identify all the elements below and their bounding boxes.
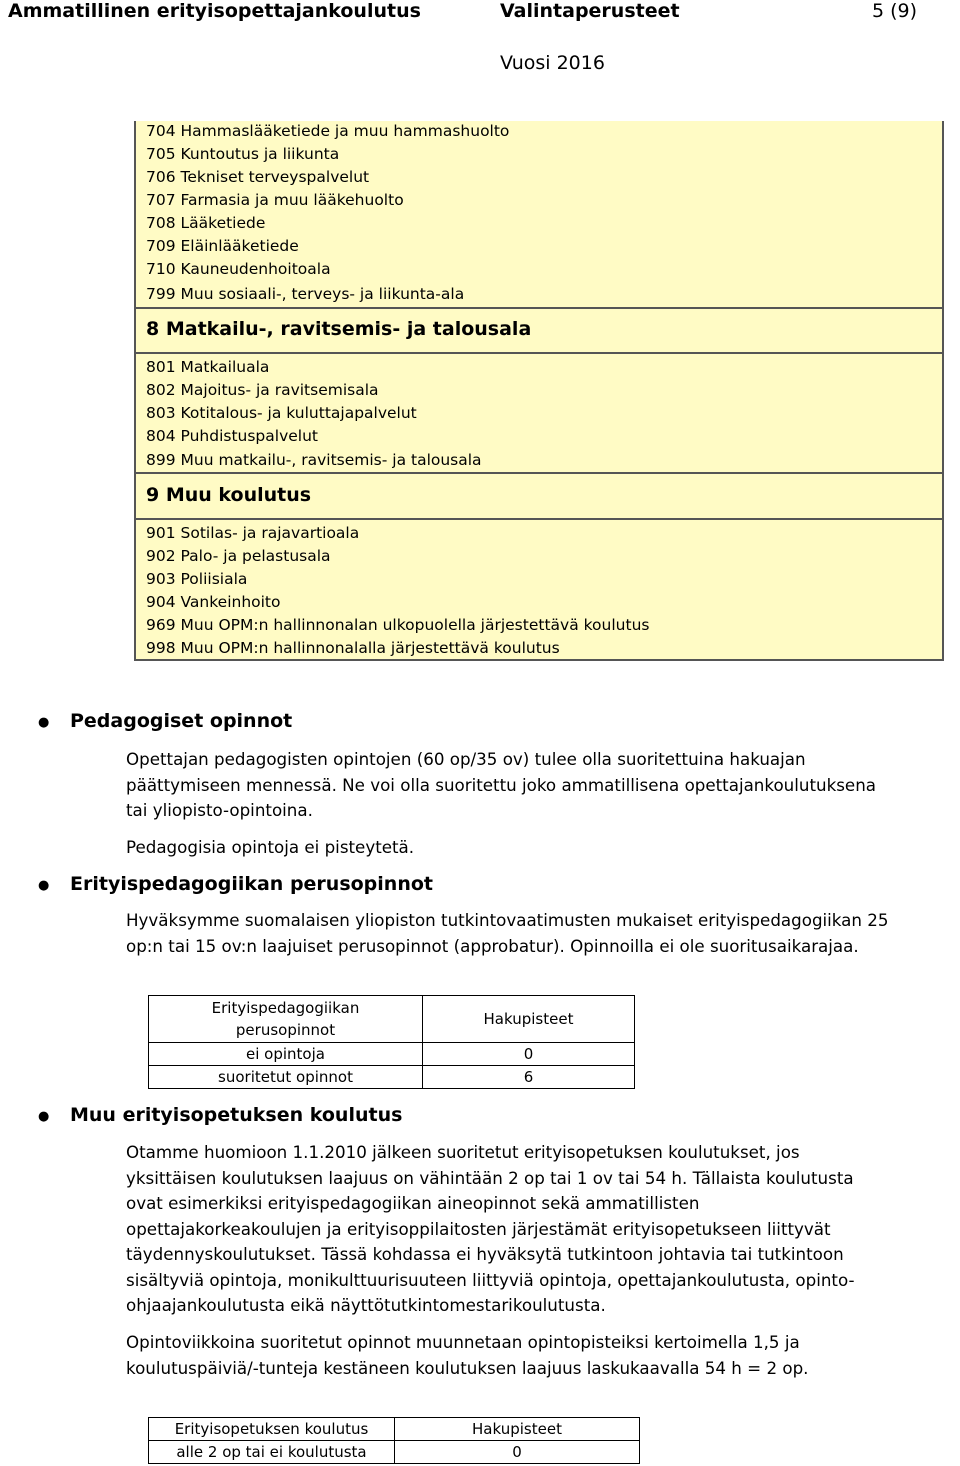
- education-field-list: [134, 121, 944, 661]
- points-table: [148, 995, 635, 1089]
- list-item: 904 Vankeinhoito: [146, 593, 281, 611]
- page-number: 5 (9): [872, 0, 918, 22]
- list-item: 710 Kauneudenhoitoala: [146, 260, 331, 278]
- list-item: 705 Kuntoutus ja liikunta: [146, 145, 340, 163]
- list-item: 704 Hammaslääketiede ja muu hammashuolto: [146, 122, 510, 140]
- list-item: 802 Majoitus- ja ravitsemisala: [146, 381, 379, 399]
- list-item: 969 Muu OPM:n hallinnonalan ulkopuolella järjestettävä koulutus: [146, 616, 650, 634]
- list-item: 998 Muu OPM:n hallinnonalalla järjestettävä koulutus: [146, 639, 560, 657]
- divider: [136, 518, 942, 520]
- list-item: 801 Matkailuala: [146, 358, 270, 376]
- table-header: Hakupisteet: [395, 1418, 640, 1441]
- bullet-icon: ●: [38, 1109, 50, 1124]
- list-item: 901 Sotilas- ja rajavartioala: [146, 524, 360, 542]
- group-heading: 9 Muu koulutus: [146, 484, 312, 506]
- list-item: 899 Muu matkailu-, ravitsemis- ja talousala: [146, 451, 482, 469]
- paragraph: Otamme huomioon 1.1.2010 jälkeen suoritetut erityisopetuksen koulutukset, jos yksittäisen koulutuksen laajuus on vähintään 2 op tai 1 ov tai 54 h. Tällaista koulutusta ovat esimerkiksi erityispedagogiikan aineopinnot sekä ammatillisten opettajakorkeakoulujen ja erityisoppilaitosten järjestämät erityisopetukseen liittyvät täydennyskoulutukset. Tässä kohdassa ei hyväksytä tutkintoon johtavia tai tutkintoon sisältyviä opintoja, monikulttuurisuuteen liittyviä opintoja, opettajankoulutusta, opinto- ohjaajankoulutusta eikä näyttötutkintomestarikoulutusta.: [126, 1142, 855, 1315]
- list-item: 707 Farmasia ja muu lääkehuolto: [146, 191, 404, 209]
- section-title: Muu erityisopetuksen koulutus: [70, 1104, 403, 1126]
- divider: [136, 472, 942, 474]
- paragraph: Opintoviikkoina suoritetut opinnot muunnetaan opintopisteiksi kertoimella 1,5 ja koulutuspäiviä/-tunteja kestäneen koulutuksen laajuus laskukaavalla 54 h = 2 op.: [126, 1332, 809, 1378]
- list-item: 706 Tekniset terveyspalvelut: [146, 168, 370, 186]
- section-title: Pedagogiset opinnot: [70, 710, 293, 732]
- divider: [136, 307, 942, 309]
- bullet-icon: ●: [38, 715, 50, 730]
- table-header: Erityisopetuksen koulutus: [149, 1418, 395, 1441]
- document-year: Vuosi 2016: [500, 52, 605, 74]
- table-row: alle 2 op tai ei koulutusta 0: [149, 1441, 640, 1464]
- divider: [136, 352, 942, 354]
- list-item: 803 Kotitalous- ja kuluttajapalvelut: [146, 404, 417, 422]
- list-item: 709 Eläinlääketiede: [146, 237, 299, 255]
- list-item: 799 Muu sosiaali-, terveys- ja liikunta-ala: [146, 285, 465, 303]
- group-heading: 8 Matkailu-, ravitsemis- ja talousala: [146, 318, 532, 340]
- paragraph: Hyväksymme suomalaisen yliopiston tutkintovaatimusten mukaiset erityispedagogiikan 25 op:n tai 15 ov:n laajuiset perusopinnot (approbatur). Opinnoilla ei ole suoritusaikarajaa.: [126, 910, 889, 956]
- table-header: Hakupisteet: [423, 996, 635, 1043]
- section-title: Erityispedagogiikan perusopinnot: [70, 873, 433, 895]
- table-row: suoritetut opinnot 6: [149, 1066, 635, 1089]
- points-table: [148, 1417, 640, 1464]
- list-item: 804 Puhdistuspalvelut: [146, 427, 318, 445]
- paragraph: Opettajan pedagogisten opintojen (60 op/35 ov) tulee olla suoritettuina hakuajan päättymiseen mennessä. Ne voi olla suoritettu joko ammatillisena opettajankoulutuksena tai yliopisto-opintoina.: [126, 749, 876, 820]
- document-section-title: Valintaperusteet: [500, 0, 680, 22]
- list-item: 902 Palo- ja pelastusala: [146, 547, 331, 565]
- list-item: 903 Poliisiala: [146, 570, 248, 588]
- paragraph-note: Pedagogisia opintoja ei pisteytetä.: [126, 837, 415, 857]
- bullet-icon: ●: [38, 878, 50, 893]
- table-header: Erityispedagogiikan perusopinnot: [149, 996, 423, 1043]
- document-title: Ammatillinen erityisopettajankoulutus: [8, 0, 421, 22]
- list-item: 708 Lääketiede: [146, 214, 266, 232]
- table-row: ei opintoja 0: [149, 1043, 635, 1066]
